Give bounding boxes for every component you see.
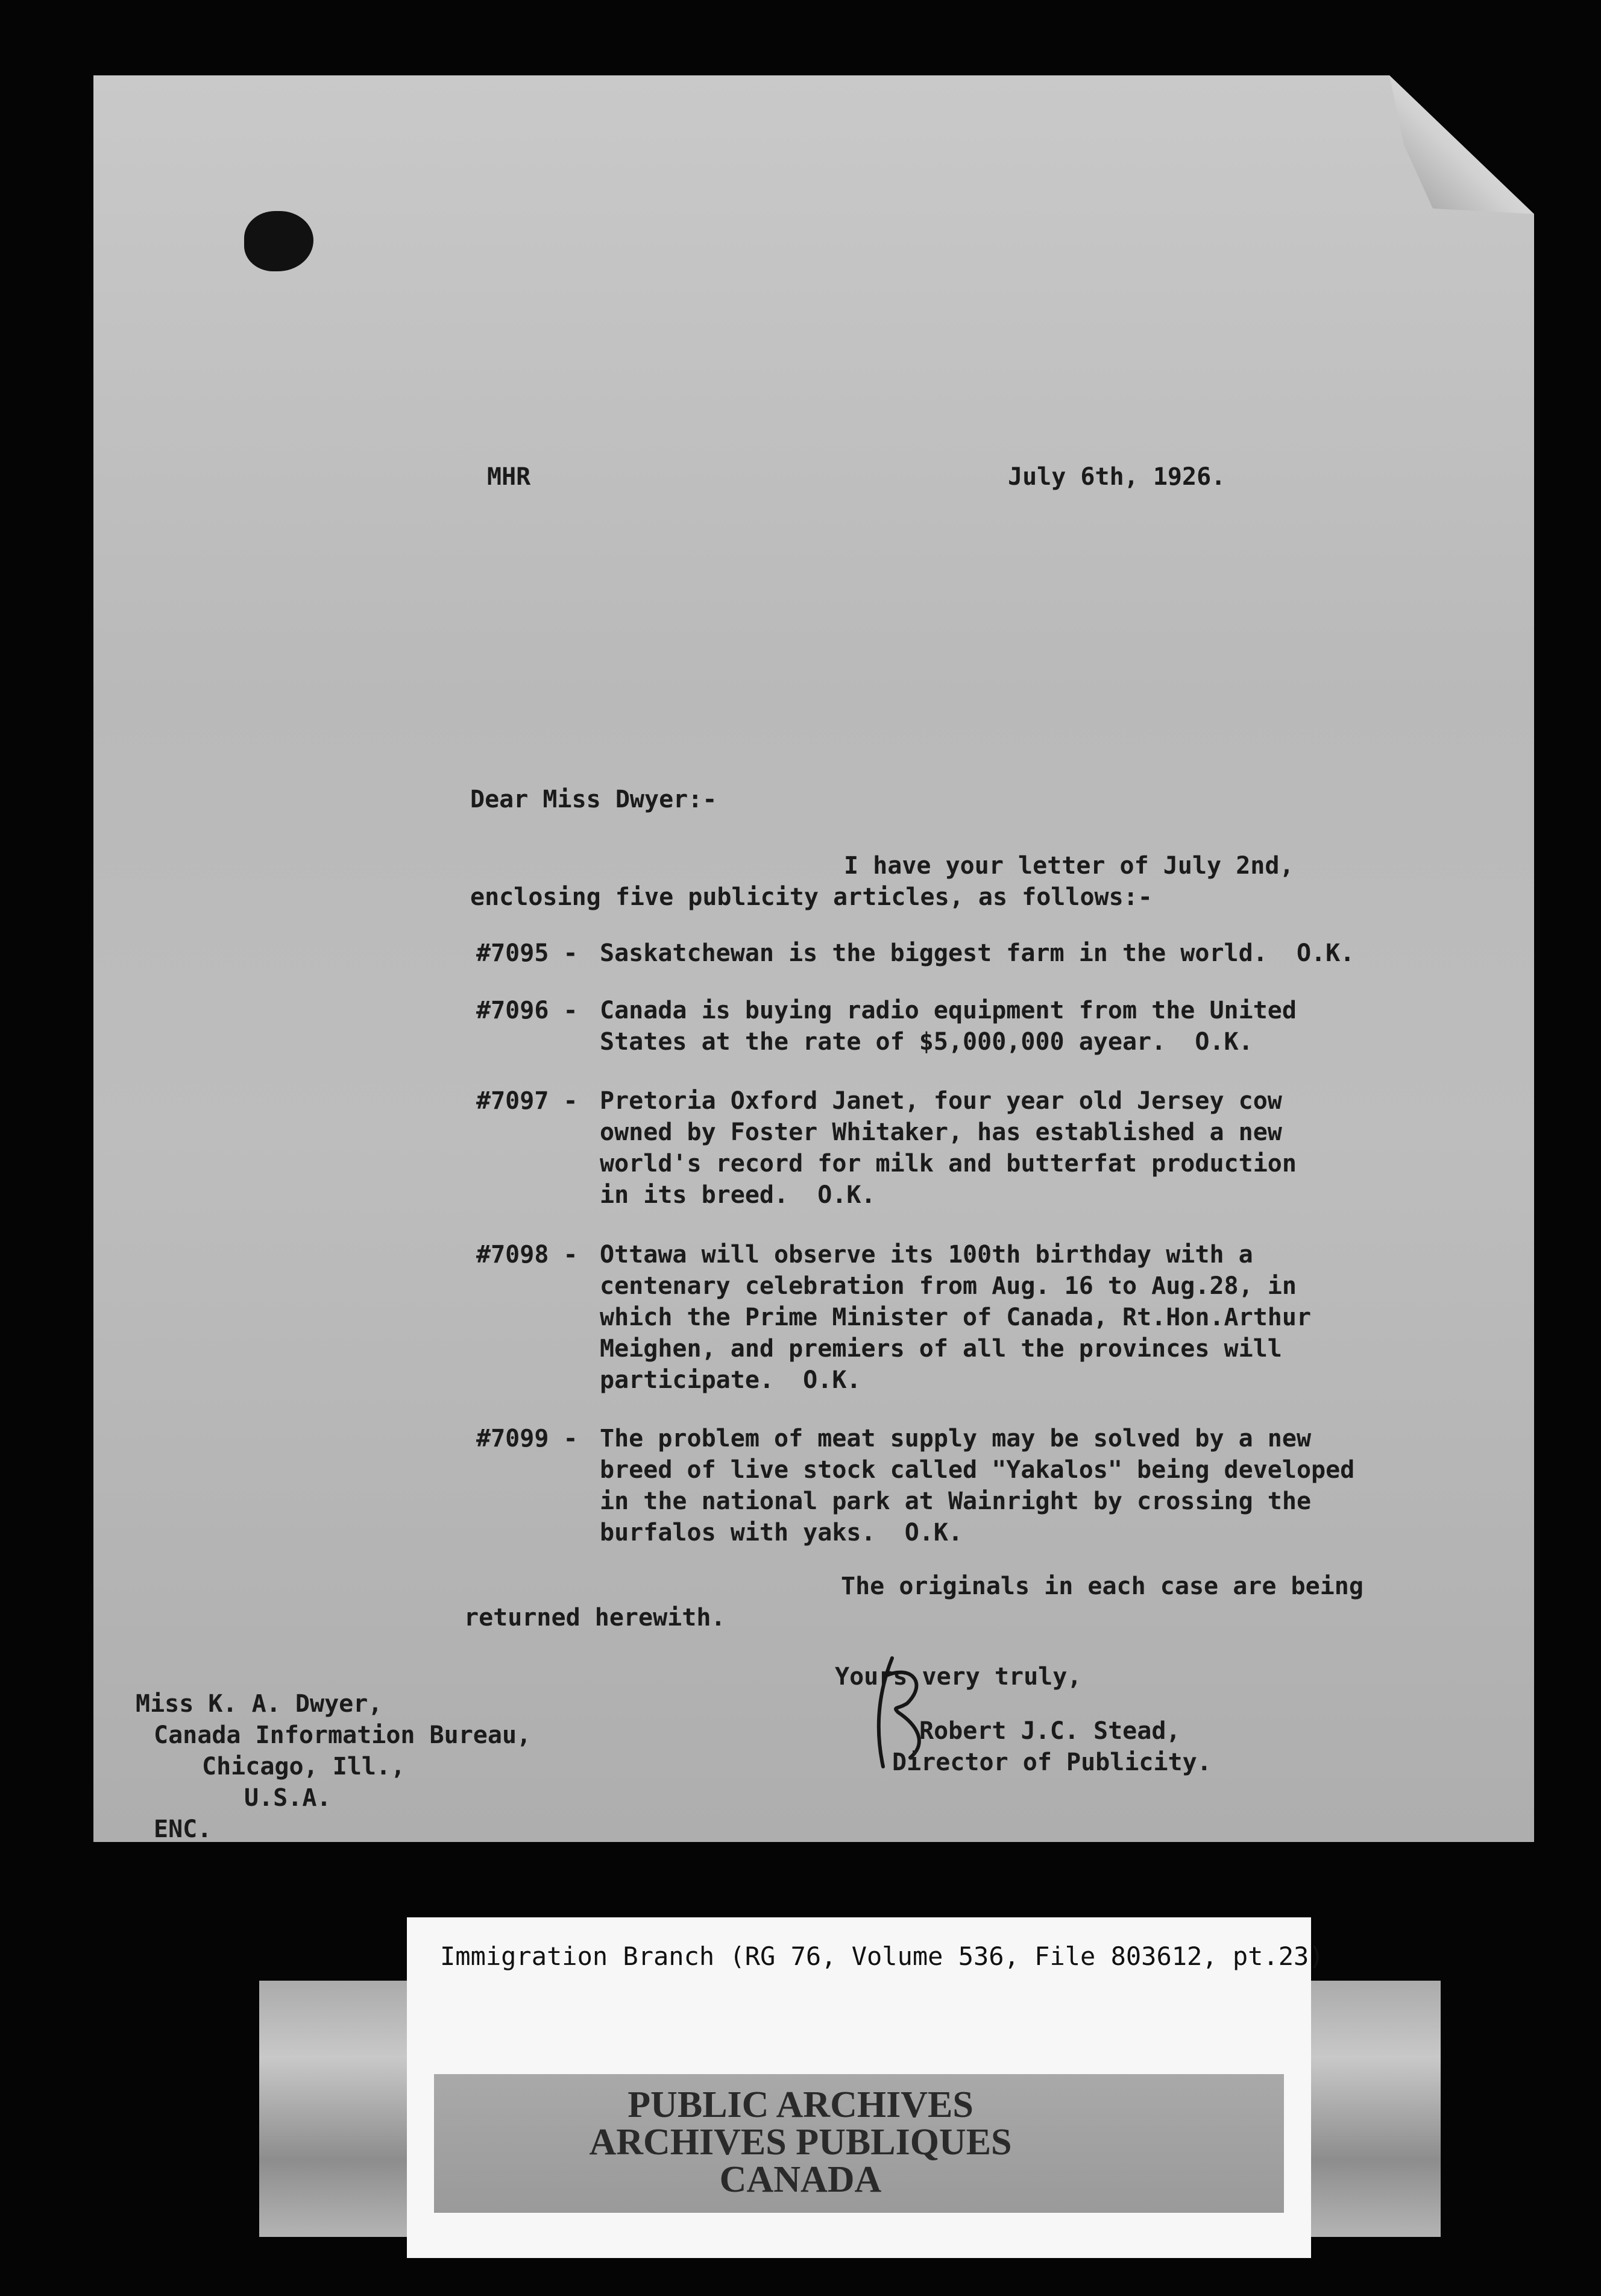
closing-line-2: returned herewith. [464,1604,726,1632]
article-text-line: breed of live stock called "Yakalos" being developed [600,1456,1355,1484]
archive-citation: Immigration Branch (RG 76, Volume 536, File 803612, pt.23) [440,1941,1324,1971]
signer-title: Director of Publicity. [892,1749,1212,1776]
article-text-line: Meighen, and premiers of all the provinces will [600,1335,1282,1363]
stamp-line-1: PUBLIC ARCHIVES [628,2084,973,2125]
article-number: #7099 - [476,1425,578,1452]
enclosure-note: ENC. [154,1815,212,1843]
article-text-line: States at the rate of $5,000,000 ayear. O.K. [600,1028,1253,1056]
recipient-city: Chicago, Ill., [202,1753,406,1780]
article-text-line: burfalos with yaks. O.K. [600,1519,963,1547]
article-text-line: centenary celebration from Aug. 16 to Aug.28, in [600,1272,1297,1300]
salutation: Dear Miss Dwyer:- [470,786,717,813]
letter-date: July 6th, 1926. [1008,463,1226,491]
reference-initials: MHR [487,463,531,491]
article-text-line: Ottawa will observe its 100th birthday with a [600,1241,1253,1269]
recipient-name: Miss K. A. Dwyer, [136,1690,383,1718]
intro-line-1: I have your letter of July 2nd, [844,852,1294,880]
closing-line-1: The originals in each case are being [841,1572,1364,1600]
article-text-line: The problem of meat supply may be solved by a new [600,1425,1312,1452]
intro-line-2: enclosing five publicity articles, as follows:- [470,883,1153,911]
article-number: #7097 - [476,1087,578,1115]
article-number: #7096 - [476,997,578,1024]
signer-name: Robert J.C. Stead, [919,1717,1181,1745]
article-text-line: Canada is buying radio equipment from the United [600,997,1297,1024]
stamp-line-3: CANADA [719,2159,882,2200]
article-text-line: in the national park at Wainright by crossing the [600,1487,1312,1515]
article-text-line: world's record for milk and butterfat production [600,1150,1297,1178]
article-text-line: in its breed. O.K. [600,1181,876,1209]
article-text-line: Pretoria Oxford Janet, four year old Jersey cow [600,1087,1282,1115]
article-text-line: participate. O.K. [600,1366,861,1394]
article-text-line: Saskatchewan is the biggest farm in the world. O.K. [600,939,1355,967]
recipient-country: U.S.A. [244,1784,332,1812]
article-number: #7095 - [476,939,578,967]
recipient-organization: Canada Information Bureau, [154,1721,532,1749]
valediction: Yours very truly, [835,1663,1082,1691]
article-number: #7098 - [476,1241,578,1269]
stamp-line-2: ARCHIVES PUBLIQUES [589,2122,1012,2163]
article-text-line: which the Prime Minister of Canada, Rt.Hon.Arthur [600,1304,1312,1331]
article-text-line: owned by Foster Whitaker, has established a new [600,1118,1282,1146]
